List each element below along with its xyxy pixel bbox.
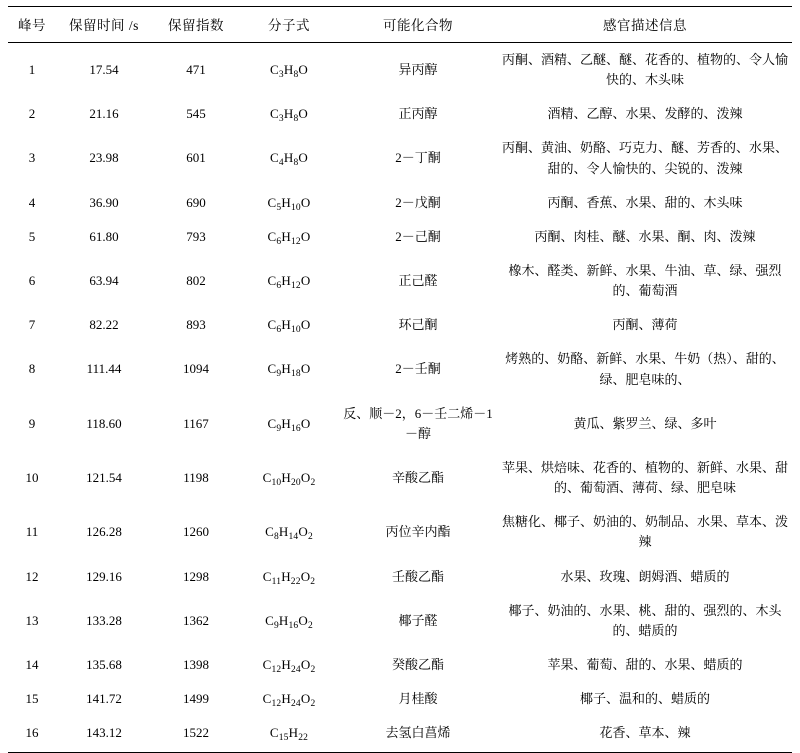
cell-formula: $C_{11}H_{22}O_2$ [262, 568, 316, 587]
cell-retention-index: 690 [186, 194, 206, 210]
cell-retention-index: 545 [186, 106, 206, 122]
cell-formula: $C_{12}H_{24}O_2$ [262, 691, 316, 710]
cell-sensory: 黄瓜、紫罗兰、绿、多叶 [573, 415, 717, 431]
cell-retention-time: 23.98 [89, 150, 119, 166]
cell-compound: 异丙醇 [398, 62, 438, 78]
cell-peak: 11 [25, 524, 39, 540]
cell-sensory: 水果、玫瑰、朗姆酒、蜡质的 [560, 568, 730, 584]
cell-sensory: 丙酮、香蕉、水果、甜的、木头味 [547, 194, 743, 210]
volatile-compounds-table [8, 6, 792, 753]
cell-formula: $C_3H_8O$ [270, 62, 308, 81]
cell-retention-time: 17.54 [89, 62, 119, 78]
cell-compound: 癸酸乙酯 [391, 656, 444, 672]
table-row [8, 220, 792, 254]
cell-sensory: 椰子、温和的、蜡质的 [579, 691, 710, 707]
cell-peak: 14 [25, 656, 39, 672]
cell-formula: $C_{12}H_{24}O_2$ [262, 656, 316, 675]
document-page [0, 6, 800, 744]
cell-peak: 5 [28, 228, 36, 244]
cell-formula: $C_3H_8O$ [270, 106, 308, 125]
cell-sensory: 丙酮、薄荷 [612, 317, 678, 333]
cell-compound: 丙位辛内酯 [385, 524, 451, 540]
cell-sensory: 橡木、醛类、新鲜、水果、牛油、草、绿、强烈的、葡萄酒 [508, 262, 782, 299]
cell-retention-index: 601 [186, 150, 206, 166]
cell-compound: 2－壬酮 [395, 361, 441, 377]
cell-retention-time: 141.72 [86, 691, 122, 707]
column-header-formula: 分子式 [240, 7, 338, 43]
cell-formula: $C_9H_{16}O_2$ [265, 612, 313, 631]
cell-formula: $C_9H_{18}O$ [267, 361, 311, 380]
cell-retention-index: 1298 [183, 568, 209, 584]
cell-retention-index: 1398 [183, 656, 209, 672]
cell-peak: 4 [28, 194, 36, 210]
cell-peak: 7 [28, 317, 36, 333]
cell-compound: 去氢白菖烯 [338, 716, 498, 753]
cell-retention-index: 793 [186, 228, 206, 244]
table-row [8, 682, 792, 716]
cell-formula: $C_6H_{10}O$ [267, 317, 311, 336]
cell-compound: 2－己酮 [395, 228, 441, 244]
cell-peak: 1 [28, 62, 36, 78]
table-row [8, 451, 792, 505]
cell-sensory: 苹果、烘焙味、花香的、植物的、新鲜、水果、甜的、葡萄酒、薄荷、绿、肥皂味 [501, 459, 788, 496]
table-row [8, 342, 792, 396]
cell-compound: 环己酮 [398, 317, 438, 333]
cell-peak: 16 [8, 716, 56, 753]
cell-retention-time: 61.80 [89, 228, 119, 244]
table-header [8, 7, 792, 43]
cell-retention-time: 133.28 [86, 612, 122, 628]
cell-compound: 反、顺－2，6－壬二烯－1－醇 [343, 405, 493, 441]
cell-retention-time: 143.12 [56, 716, 152, 753]
table-row [8, 308, 792, 342]
cell-formula: $C_6H_{12}O$ [267, 228, 311, 247]
cell-retention-time: 118.60 [86, 415, 122, 431]
cell-sensory: 焦糖化、椰子、奶油的、奶制品、水果、草本、泼辣 [501, 514, 788, 550]
table-row [8, 254, 792, 308]
cell-compound: 辛酸乙酯 [391, 470, 444, 486]
cell-formula: $C_{15}H_{22}$ [240, 716, 338, 753]
cell-retention-time: 121.54 [86, 470, 122, 486]
column-header-peak: 峰号 [8, 7, 56, 43]
cell-sensory: 丙酮、酒精、乙醚、醚、花香的、植物的、令人愉快的、木头味 [501, 52, 788, 88]
table-row [8, 594, 792, 648]
cell-retention-time: 36.90 [89, 194, 119, 210]
cell-retention-time: 135.68 [86, 656, 122, 672]
cell-sensory: 丙酮、黄油、奶酪、巧克力、醚、芳香的、水果、甜的、令人愉快的、尖锐的、泼辣 [501, 140, 788, 176]
cell-sensory: 丙酮、肉桂、醚、水果、酮、肉、泼辣 [534, 228, 756, 244]
column-header-retention-time: 保留时间 /s [56, 7, 152, 43]
cell-compound: 2－丁酮 [395, 150, 441, 166]
cell-retention-time: 129.16 [86, 568, 122, 584]
column-header-retention-index: 保留指数 [152, 7, 240, 43]
column-header-sensory: 感官描述信息 [498, 7, 792, 43]
cell-peak: 3 [28, 150, 36, 166]
cell-sensory: 花香、草本、辣 [498, 716, 792, 753]
cell-retention-index: 1198 [183, 470, 209, 486]
cell-retention-index: 1522 [152, 716, 240, 753]
cell-retention-index: 802 [186, 273, 206, 289]
cell-formula: $C_6H_{12}O$ [267, 273, 311, 292]
cell-compound: 壬酸乙酯 [391, 568, 444, 584]
cell-formula: $C_8H_{14}O_2$ [265, 524, 313, 543]
table-row [8, 43, 792, 98]
table-row [8, 716, 792, 753]
table-row [8, 648, 792, 682]
table-header-row [8, 7, 792, 43]
cell-sensory: 烤熟的、奶酪、新鲜、水果、牛奶（热）、甜的、绿、肥皂味的、 [505, 351, 785, 387]
cell-formula: $C_4H_8O$ [270, 150, 308, 169]
cell-peak: 15 [25, 691, 39, 707]
table-row [8, 131, 792, 185]
cell-retention-index: 1167 [183, 415, 209, 431]
cell-sensory: 苹果、葡萄、甜的、水果、蜡质的 [547, 656, 743, 672]
table-body [8, 43, 792, 753]
cell-retention-time: 111.44 [86, 361, 122, 377]
cell-formula: $C_5H_{10}O$ [267, 194, 311, 213]
column-header-compound: 可能化合物 [338, 7, 498, 43]
cell-retention-index: 1260 [183, 524, 209, 540]
cell-retention-index: 1362 [183, 612, 209, 628]
cell-peak: 2 [28, 106, 36, 122]
cell-retention-index: 1094 [183, 361, 209, 377]
cell-retention-time: 82.22 [89, 317, 119, 333]
cell-sensory: 椰子、奶油的、水果、桃、甜的、强烈的、木头的、蜡质的 [508, 602, 782, 638]
cell-retention-index: 1499 [183, 691, 209, 707]
cell-peak: 6 [28, 273, 36, 289]
cell-peak: 10 [25, 470, 39, 486]
cell-compound: 月桂酸 [398, 691, 438, 707]
cell-sensory: 酒精、乙醇、水果、发酵的、泼辣 [547, 106, 743, 122]
cell-peak: 8 [28, 361, 36, 377]
cell-compound: 正己醛 [398, 273, 438, 289]
table-row [8, 505, 792, 559]
cell-peak: 12 [25, 568, 39, 584]
cell-peak: 13 [25, 612, 39, 628]
table-row [8, 397, 792, 451]
cell-compound: 2－戊酮 [395, 194, 441, 210]
cell-retention-index: 893 [186, 317, 206, 333]
cell-formula: $C_9H_{16}O$ [267, 415, 311, 434]
table-row [8, 560, 792, 594]
table-row [8, 97, 792, 131]
cell-peak: 9 [28, 415, 36, 431]
cell-retention-index: 471 [186, 62, 206, 78]
table-row [8, 186, 792, 220]
cell-retention-time: 63.94 [89, 273, 119, 289]
cell-compound: 椰子醛 [398, 612, 438, 628]
cell-compound: 正丙醇 [398, 106, 438, 122]
cell-retention-time: 21.16 [89, 106, 119, 122]
cell-retention-time: 126.28 [86, 524, 122, 540]
cell-formula: $C_{10}H_{20}O_2$ [262, 470, 316, 489]
